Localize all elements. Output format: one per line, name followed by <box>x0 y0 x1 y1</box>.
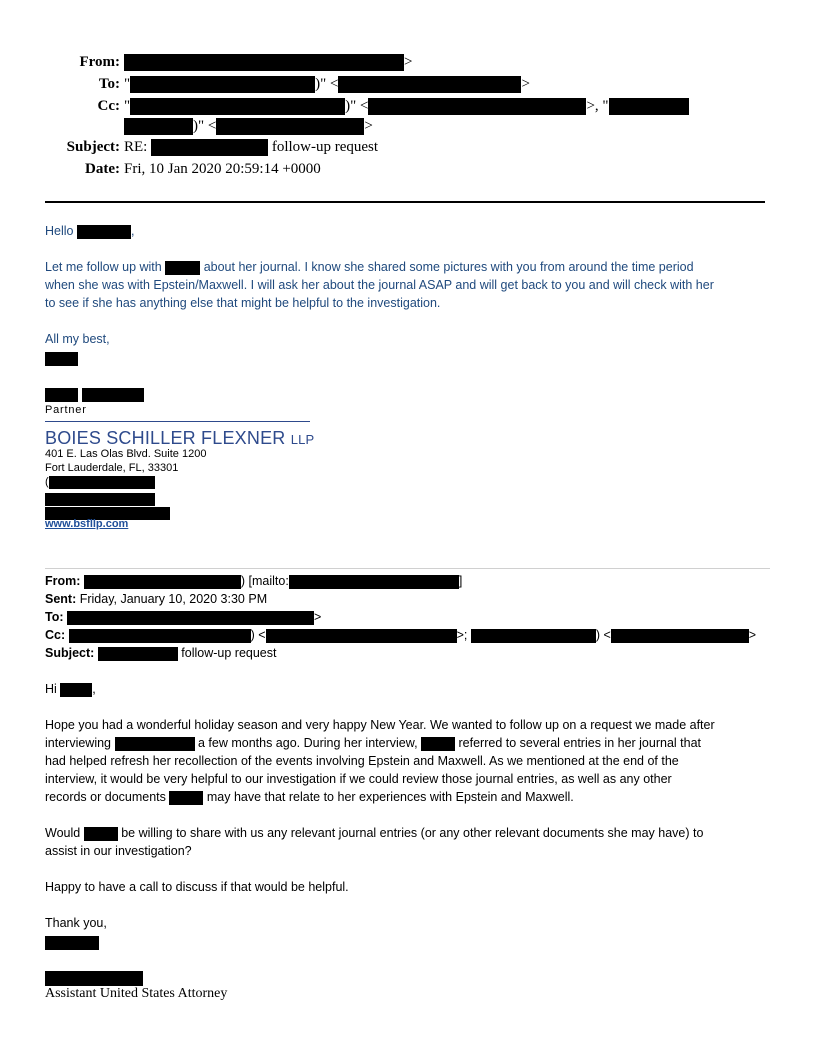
redaction <box>471 629 596 643</box>
redaction <box>115 737 195 751</box>
body-text: Would <box>45 826 81 840</box>
body-text: referred to several entries in her journal that <box>458 736 702 750</box>
signature-title: Partner <box>45 404 87 416</box>
subject-value <box>124 137 378 158</box>
reply-line-3: to see if she has anything else that might be helpful to the investigation. <box>45 296 441 310</box>
to-value: " )" < > <box>124 76 530 92</box>
redaction <box>216 118 364 135</box>
firm-suffix: LLP <box>290 432 315 447</box>
orig-p2-l2: assist in our investigation? <box>45 844 192 858</box>
orig-p1-l2 <box>45 734 701 752</box>
orig-to: To: > <box>45 610 322 624</box>
reply-closing: All my best, <box>45 332 110 346</box>
orig-subject-value: follow-up request <box>181 646 277 660</box>
orig-sent-label: Sent: <box>45 592 77 606</box>
orig-from: From: ) [mailto: ] <box>45 574 463 588</box>
cc-label: Cc: <box>97 98 120 114</box>
subject-suffix: follow-up request <box>271 139 379 155</box>
redaction <box>165 261 200 275</box>
address-line-2: Fort Lauderdale, FL, 33301 <box>45 462 179 474</box>
body-text: a few months ago. During her interview, <box>197 736 418 750</box>
redaction <box>130 98 345 115</box>
quote-divider <box>45 568 770 569</box>
orig-subject <box>45 644 276 662</box>
body-text: may have that relate to her experiences with Epstein and Maxwell. <box>206 790 574 804</box>
orig-to-label: To: <box>45 610 64 624</box>
from-value: > <box>124 52 412 73</box>
redaction <box>609 98 689 115</box>
redaction <box>45 936 99 950</box>
redaction <box>45 971 143 986</box>
reply-line-1 <box>45 258 694 276</box>
redaction <box>130 76 315 93</box>
redaction <box>124 54 404 71</box>
sender-title: Assistant United States Attorney <box>45 986 228 1001</box>
redaction <box>611 629 749 643</box>
reply-greeting: Hello , <box>45 224 135 238</box>
redaction <box>169 791 203 805</box>
orig-sent-value: Friday, January 10, 2020 3:30 PM <box>79 592 268 606</box>
orig-closing: Thank you, <box>45 916 107 930</box>
greeting-text: Hello <box>45 224 74 238</box>
cc-value-line2: )" < > <box>124 116 373 137</box>
firm-text: BOIES SCHILLER FLEXNER <box>45 428 286 448</box>
redaction <box>84 575 241 589</box>
from-label: From: <box>79 54 120 70</box>
date-value: Fri, 10 Jan 2020 20:59:14 +0000 <box>124 161 321 177</box>
orig-p3: Happy to have a call to discuss if that would be helpful. <box>45 880 349 894</box>
orig-from-label: From: <box>45 574 81 588</box>
date-label: Date: <box>85 161 120 177</box>
orig-p1-l5 <box>45 788 574 806</box>
redaction <box>124 118 193 135</box>
redaction <box>67 611 314 625</box>
mailto-text: ) [mailto: <box>240 574 289 588</box>
to-label: To: <box>98 76 120 92</box>
reply-text: Let me follow up with <box>45 260 162 274</box>
orig-sent <box>45 590 267 608</box>
redaction <box>266 629 457 643</box>
email-header <box>0 52 816 182</box>
redaction <box>98 647 178 661</box>
greeting-text: Hi <box>45 682 57 696</box>
redaction <box>151 139 268 156</box>
phone-line: ( <box>45 475 155 489</box>
orig-p1-l4: interview, it would be very helpful to our investigation if we could review those journal entries, as well as any other <box>45 772 672 786</box>
cc-value-line1: " )" < >, " <box>124 96 689 117</box>
redaction <box>84 827 118 841</box>
orig-cc-label: Cc: <box>45 628 66 642</box>
website-link[interactable]: www.bsfllp.com <box>45 518 129 530</box>
redaction <box>49 476 155 489</box>
body-text: be willing to share with us any relevant journal entries (or any other relevant documents she may have) to <box>121 826 704 840</box>
redaction <box>338 76 521 93</box>
reply-text: about her journal. I know she shared some pictures with you from around the time period <box>203 260 694 274</box>
orig-greeting: Hi , <box>45 682 96 696</box>
signature-rule <box>45 421 310 422</box>
orig-subject-label: Subject: <box>45 646 95 660</box>
redaction <box>69 629 251 643</box>
subject-prefix: RE: <box>124 139 148 155</box>
orig-cc: Cc: ) < >; ) < > <box>45 628 757 642</box>
redaction <box>421 737 455 751</box>
redaction <box>60 683 92 697</box>
orig-p2-l1 <box>45 824 703 842</box>
header-divider <box>45 201 765 203</box>
redaction <box>45 352 78 366</box>
address-line-1: 401 E. Las Olas Blvd. Suite 1200 <box>45 448 207 460</box>
redaction <box>368 98 586 115</box>
body-text: interviewing <box>45 736 112 750</box>
reply-line-2: when she was with Epstein/Maxwell. I will ask her about the journal ASAP and will get back to you and will check with her <box>45 278 714 292</box>
body-text: records or documents <box>45 790 166 804</box>
redaction <box>82 388 144 402</box>
subject-label: Subject: <box>66 139 120 155</box>
redaction <box>77 225 131 239</box>
orig-p1-l1: Hope you had a wonderful holiday season and very happy New Year. We wanted to follow up on a request we made after <box>45 718 715 732</box>
redaction <box>289 575 459 589</box>
orig-p1-l3: had helped refresh her recollection of the events involving Epstein and Maxwell. As we mentioned at the end of the <box>45 754 679 768</box>
